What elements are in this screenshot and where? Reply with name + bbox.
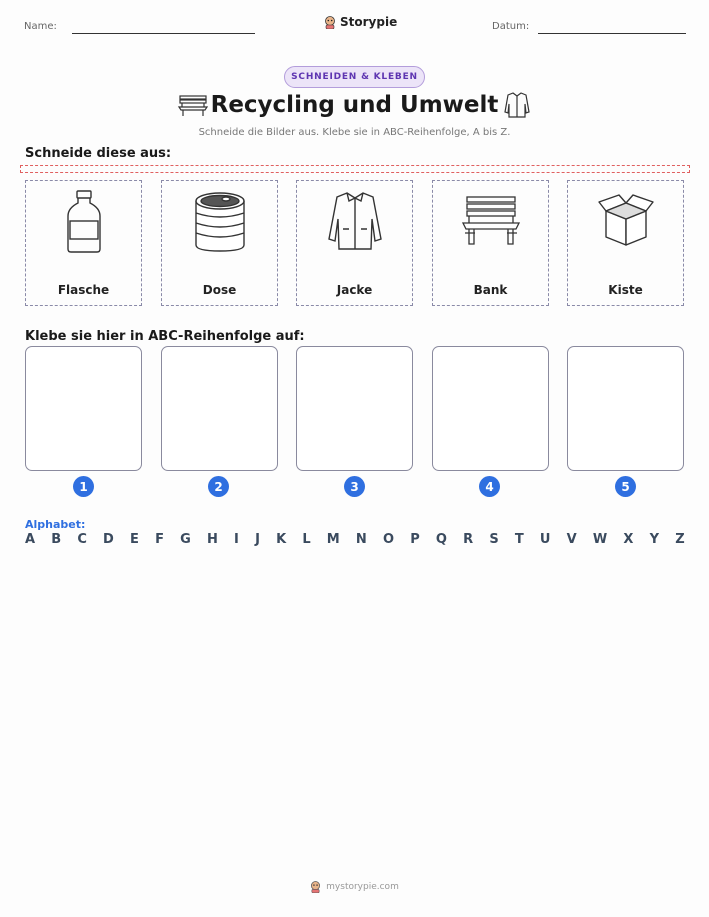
mascot-icon	[310, 881, 321, 893]
alphabet-letter: B	[51, 532, 62, 547]
alphabet-letter: Q	[435, 532, 447, 547]
alphabet-letter: T	[514, 532, 524, 547]
alphabet-letter: V	[566, 532, 577, 547]
paste-box-4[interactable]	[432, 346, 549, 471]
paste-box-1[interactable]	[25, 346, 142, 471]
alphabet-letter: Z	[675, 532, 685, 547]
footer	[0, 881, 709, 893]
alphabet-letter: P	[410, 532, 420, 547]
alphabet-letter: Y	[649, 532, 660, 547]
alphabet-letter: F	[155, 532, 164, 547]
alphabet-letter: R	[463, 532, 474, 547]
paste-box-3[interactable]	[296, 346, 413, 471]
alphabet-letter: W	[592, 532, 608, 547]
number-badge-3: 3	[344, 476, 365, 497]
instructions: Schneide die Bilder aus. Klebe sie in ABC-Reihenfolge, A bis Z.	[198, 127, 511, 138]
box-icon	[596, 189, 656, 253]
can-icon	[190, 189, 250, 253]
paste-box-2[interactable]	[161, 346, 278, 471]
number-badge-5: 5	[615, 476, 636, 497]
mascot-icon	[324, 16, 336, 29]
page-title: Recycling und Umwelt	[210, 92, 499, 118]
bench-icon	[461, 189, 521, 253]
cut-card-kiste[interactable]	[567, 180, 684, 306]
number-badge-4: 4	[479, 476, 500, 497]
bottle-icon	[54, 189, 114, 253]
card-label: Dose	[202, 283, 237, 297]
date-label: Datum:	[492, 21, 530, 32]
alphabet-letter: L	[302, 532, 311, 547]
number-badge-2: 2	[208, 476, 229, 497]
date-line[interactable]	[538, 33, 686, 34]
brand-logo	[324, 15, 397, 29]
alphabet-letter: A	[25, 532, 36, 547]
cut-card-bank[interactable]	[432, 180, 549, 306]
alphabet-letter: H	[206, 532, 218, 547]
card-label: Kiste	[608, 283, 643, 297]
cut-heading: Schneide diese aus:	[25, 146, 172, 161]
alphabet-row	[25, 532, 685, 547]
alphabet-letter: U	[539, 532, 551, 547]
alphabet-letter: E	[130, 532, 139, 547]
jacket-icon	[325, 189, 385, 253]
alphabet-letter: K	[276, 532, 287, 547]
alphabet-letter: N	[355, 532, 367, 547]
footer-site: mystorypie.com	[326, 882, 399, 892]
alphabet-letter: M	[326, 532, 340, 547]
alphabet-heading: Alphabet:	[25, 518, 86, 531]
alphabet-letter: D	[103, 532, 114, 547]
alphabet-letter: J	[255, 532, 260, 547]
alphabet-letter: I	[234, 532, 239, 547]
cut-card-flasche[interactable]	[25, 180, 142, 306]
paste-heading: Klebe sie hier in ABC-Reihenfolge auf:	[25, 329, 305, 344]
alphabet-letter: S	[489, 532, 499, 547]
card-label: Bank	[473, 283, 508, 297]
card-label: Flasche	[57, 283, 110, 297]
name-line[interactable]	[72, 33, 255, 34]
cut-card-dose[interactable]	[161, 180, 278, 306]
cut-card-jacke[interactable]	[296, 180, 413, 306]
alphabet-letter: O	[382, 532, 395, 547]
alphabet-letter: X	[623, 532, 634, 547]
alphabet-letter: C	[77, 532, 87, 547]
cut-line	[20, 165, 690, 173]
jacket-icon	[502, 90, 532, 120]
paste-box-5[interactable]	[567, 346, 684, 471]
brand-name: Storypie	[340, 15, 398, 29]
card-label: Jacke	[336, 283, 373, 297]
alphabet-letter: G	[180, 532, 191, 547]
number-badge-1: 1	[73, 476, 94, 497]
activity-badge: SCHNEIDEN & KLEBEN	[284, 66, 425, 88]
name-label: Name:	[24, 21, 57, 32]
